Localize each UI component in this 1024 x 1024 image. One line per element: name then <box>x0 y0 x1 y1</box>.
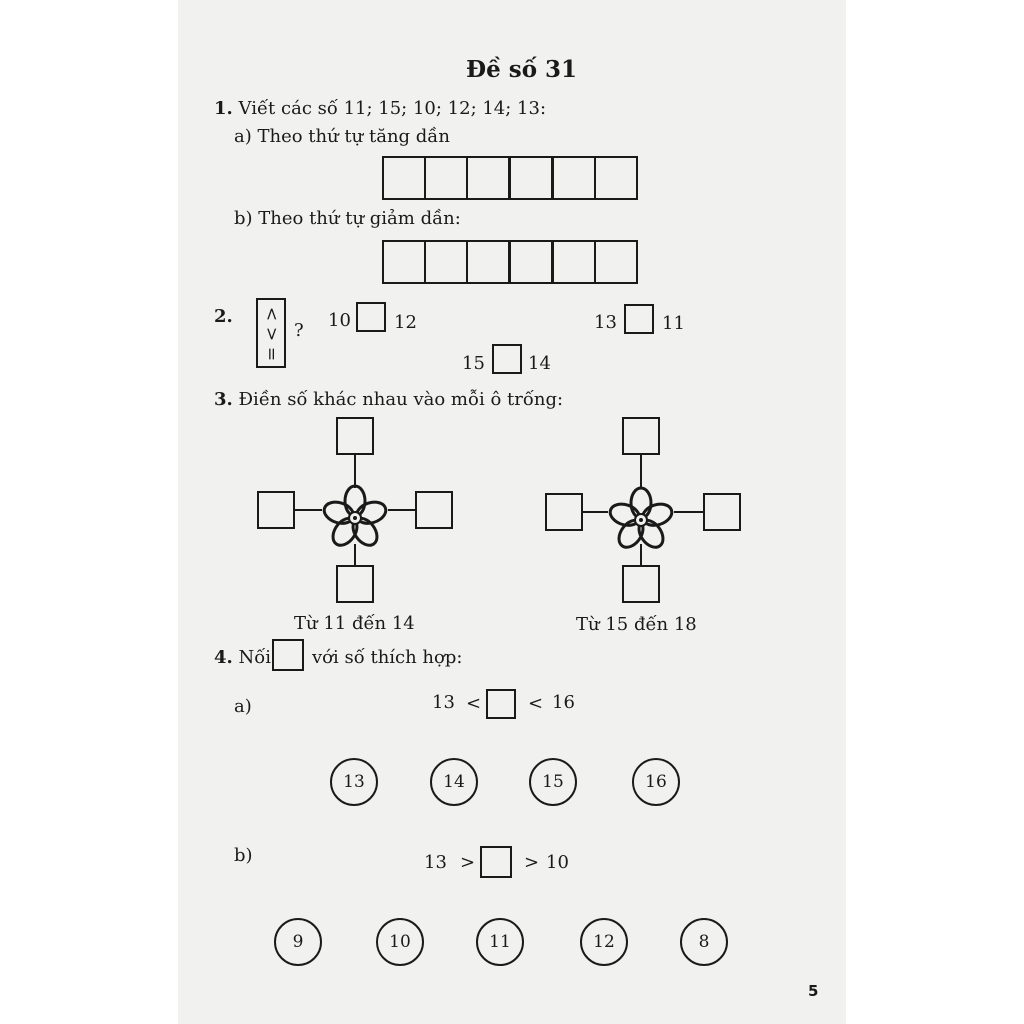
q4-a-op2: < <box>528 693 544 714</box>
q4-a-right: 16 <box>552 692 575 713</box>
q4-a-option-circle[interactable]: 15 <box>529 758 577 806</box>
answer-box[interactable] <box>424 156 468 200</box>
answer-box[interactable] <box>552 156 596 200</box>
blank-box[interactable] <box>704 494 740 530</box>
q4-text-pre: Nối <box>238 647 272 668</box>
answer-box[interactable] <box>382 240 426 284</box>
blank-box[interactable] <box>337 418 373 454</box>
q1-a-text: a) Theo thứ tự tăng dần <box>234 126 450 147</box>
answer-box[interactable] <box>424 240 468 284</box>
flower-diagram-2 <box>536 414 756 606</box>
blank-box[interactable] <box>258 492 294 528</box>
comparison-symbols-box <box>256 298 286 368</box>
q2-c3-right: 14 <box>528 353 551 374</box>
flower-2-caption: Từ 15 đến 18 <box>576 614 697 635</box>
inline-box-icon <box>272 639 304 671</box>
blank-box[interactable] <box>623 418 659 454</box>
q1-line <box>214 98 546 119</box>
blank-box[interactable] <box>546 494 582 530</box>
blank-box[interactable] <box>623 566 659 602</box>
flower-icon <box>321 486 388 550</box>
less-than-symbol: < <box>262 326 282 342</box>
q4-a-option-circle[interactable]: 13 <box>330 758 378 806</box>
compare-box[interactable] <box>492 344 522 374</box>
compare-box[interactable] <box>624 304 654 334</box>
left-margin <box>0 0 178 1024</box>
q4-text-post: với số thích hợp: <box>312 647 463 668</box>
flower-1-caption: Từ 11 đến 14 <box>294 613 415 634</box>
q1-number: 1. <box>214 98 233 119</box>
q4-b-target-box[interactable] <box>480 846 512 878</box>
q4-a-option-circle[interactable]: 14 <box>430 758 478 806</box>
blank-box[interactable] <box>337 566 373 602</box>
q2-c2-right: 11 <box>662 313 685 334</box>
q4-number: 4. <box>214 647 233 668</box>
q4-b-label: b) <box>234 845 253 866</box>
answer-box[interactable] <box>594 240 638 284</box>
answer-box[interactable] <box>552 240 596 284</box>
equals-symbol: = <box>262 346 282 362</box>
answer-box[interactable] <box>382 156 426 200</box>
q2-number: 2. <box>214 306 233 327</box>
q4-a-option-circle[interactable]: 16 <box>632 758 680 806</box>
q4-line <box>214 647 271 668</box>
q4-a-target-box[interactable] <box>486 689 516 719</box>
q4-b-option-circle[interactable]: 8 <box>680 918 728 966</box>
answer-box[interactable] <box>466 156 510 200</box>
greater-than-symbol: > <box>262 306 282 322</box>
q2-c1-left: 10 <box>328 310 351 331</box>
q4-a-left: 13 <box>432 692 455 713</box>
q2-c1-right: 12 <box>394 312 417 333</box>
q3-line <box>214 389 563 410</box>
page-number: 5 <box>808 982 819 1000</box>
q3-number: 3. <box>214 389 233 410</box>
q4-b-left: 13 <box>424 852 447 873</box>
answer-box[interactable] <box>509 240 553 284</box>
flower-icon <box>607 488 674 552</box>
q2-c2-left: 13 <box>594 312 617 333</box>
page-title: Đề số 31 <box>466 56 578 83</box>
compare-box[interactable] <box>356 302 386 332</box>
answer-box[interactable] <box>594 156 638 200</box>
q2-c3-left: 15 <box>462 353 485 374</box>
q3-text: Điền số khác nhau vào mỗi ô trống: <box>238 389 564 410</box>
q4-b-option-circle[interactable]: 11 <box>476 918 524 966</box>
question-mark: ? <box>294 320 304 341</box>
q4-a-label: a) <box>234 696 252 717</box>
answer-box[interactable] <box>466 240 510 284</box>
worksheet-page <box>178 0 846 1024</box>
q4-b-option-circle[interactable]: 9 <box>274 918 322 966</box>
q4-b-right: 10 <box>546 852 569 873</box>
answer-box[interactable] <box>509 156 553 200</box>
q4-b-option-circle[interactable]: 12 <box>580 918 628 966</box>
q1-text: Viết các số 11; 15; 10; 12; 14; 13: <box>238 98 547 119</box>
q1-b-text: b) Theo thứ tự giảm dần: <box>234 208 461 229</box>
flower-diagram-1 <box>248 414 468 606</box>
blank-box[interactable] <box>416 492 452 528</box>
q4-b-option-circle[interactable]: 10 <box>376 918 424 966</box>
q4-b-op2: > <box>524 852 540 873</box>
q4-a-op1: < <box>466 693 482 714</box>
q4-b-op1: > <box>460 852 476 873</box>
